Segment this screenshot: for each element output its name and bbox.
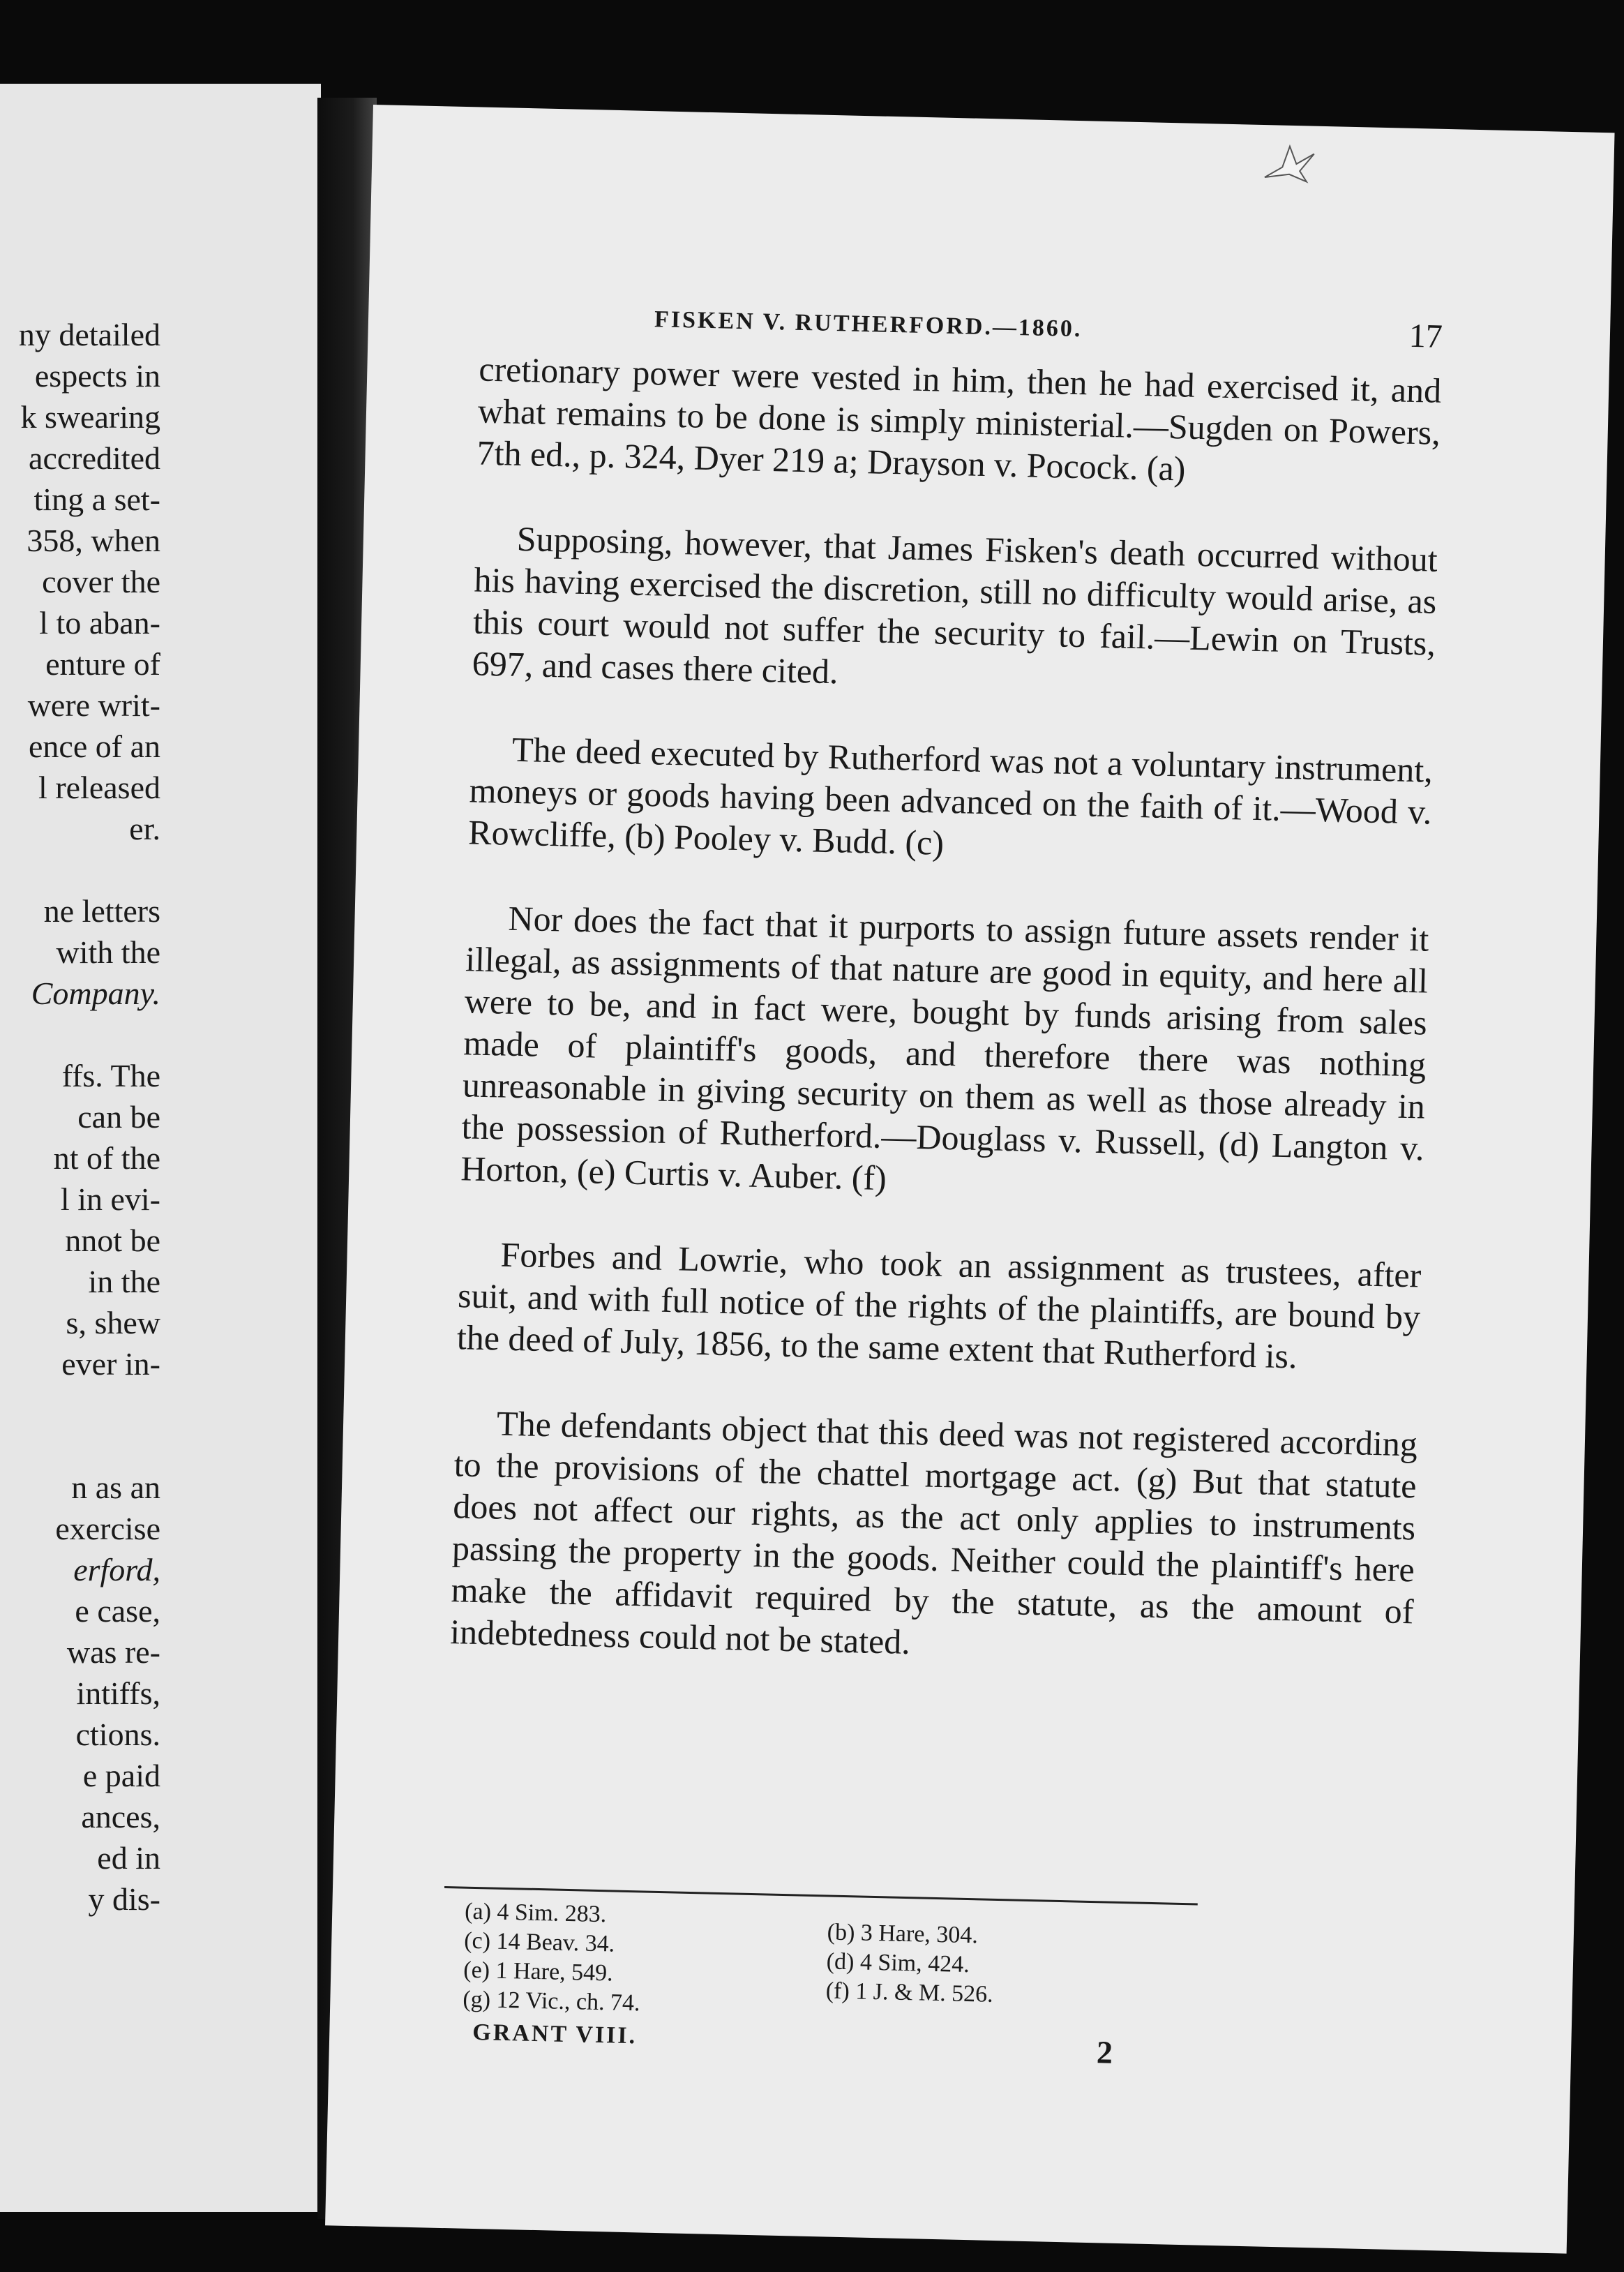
left-page-line: y dis- <box>88 1881 160 1917</box>
left-page-line: with the <box>56 934 160 970</box>
left-page-line: in the <box>88 1264 160 1299</box>
left-page-line: e paid <box>82 1758 160 1793</box>
left-page-line: ting a set- <box>33 481 160 517</box>
footnote-b: (b) 3 Hare, 304. <box>827 1919 979 1949</box>
footnote-g: (g) 12 Vic., ch. 74. <box>463 1986 640 2017</box>
left-page-line: e case, <box>75 1593 160 1629</box>
left-page-line: exercise <box>55 1511 160 1546</box>
paragraph-3: The deed executed by Rutherford was not a voluntary instrument, moneys or goods having been advanced on the faith of it.—Wood v. Rowcliffe, (b) Pooley v. Budd. (c) <box>467 729 1434 862</box>
left-page-line: ny detailed <box>18 317 160 352</box>
paragraph-1: cretionary power were vested in him, then he had exercised it, and what remains to be done is simply ministerial.—Sugden on Powers, 7th ed., p. 324, Dyer 219 a; Drayson v. Pocock. (a) <box>476 349 1442 488</box>
left-page-line: ances, <box>81 1799 160 1834</box>
left-page-line: s, shew <box>66 1305 160 1340</box>
paragraph-4: Nor does the fact that it purports to assign future assets render it illegal, as assignments of that nature are good in equity, and here all were to be, and in fact were, bought by funds arising from sales made of plaintiff's goods, and therefore there was nothing unreasonable in giving security on them as well as those already in the possession of Rutherford.—Douglass v. Russell, (d) Langton v. Horton, (e) Curtis v. Auber. (f) <box>460 898 1429 1198</box>
left-page-line <box>0 1014 321 1055</box>
paragraph-2: Supposing, however, that James Fisken's death occurred without his having exercised the discretion, still no difficulty would arise, as this court would not suffer the security to fail.—Lewin on Trusts, 697, and cases there cited. <box>472 518 1438 692</box>
left-page-line: ed in <box>97 1840 160 1876</box>
left-page-line: l to aban- <box>39 605 160 641</box>
left-page-line: ctions. <box>75 1717 160 1752</box>
left-page-line: k swearing <box>20 399 160 435</box>
body-text <box>449 348 1441 1718</box>
footnote-f: (f) 1 J. & M. 526. <box>825 1978 994 2008</box>
left-page-line: ence of an <box>29 728 160 764</box>
left-page-line: accredited <box>29 440 160 476</box>
left-page-line: l released <box>38 770 160 805</box>
left-page-line: ne letters <box>43 893 160 929</box>
left-page-line: ffs. The <box>61 1058 160 1093</box>
paragraph-5: Forbes and Lowrie, who took an assignment as trustees, after suit, and with full notice of the rights of the plaintiffs, are bound by the deed of July, 1856, to the same extent that Rutherford is. <box>456 1234 1422 1376</box>
footnote-a: (a) 4 Sim. 283. <box>464 1898 607 1928</box>
left-page-line: Company. <box>31 976 160 1011</box>
left-page-line: n as an <box>71 1470 160 1505</box>
left-page-line: nt of the <box>53 1140 160 1176</box>
left-page-line: were writ- <box>27 687 160 723</box>
left-page-line: espects in <box>34 358 160 394</box>
footnotes-right-column <box>825 1918 1176 2013</box>
page-number: 17 <box>1408 317 1443 355</box>
left-page-line: intiffs, <box>76 1675 160 1711</box>
left-page-line: cover the <box>42 564 160 599</box>
left-page-line: erford, <box>73 1552 160 1587</box>
running-head: FISKEN V. RUTHERFORD.—1860. <box>654 306 1083 343</box>
left-page-line: l in evi- <box>60 1181 160 1217</box>
paragraph-6: The defendants object that this deed was not registered according to the provisions of the chattel mortgage act. (g) But that statute does not affect our rights, as the act only applies to instruments passing the property in the goods. Neither could the plaintiff's here make the affidavit required by the statute, as the amount of indebtedness could not be stated. <box>449 1403 1418 1662</box>
left-facing-page <box>0 84 321 2212</box>
paper-speck <box>1258 139 1322 189</box>
left-page-line <box>0 1426 321 1467</box>
footnotes-left-column <box>463 1897 814 2022</box>
left-page-line: 358, when <box>27 523 160 558</box>
signature-number: 2 <box>1096 2034 1113 2070</box>
left-page-text <box>0 314 321 1920</box>
left-page-line: ever in- <box>61 1346 160 1382</box>
left-page-line: can be <box>77 1099 160 1135</box>
footnote-d: (d) 4 Sim, 424. <box>826 1948 970 1978</box>
left-page-line: enture of <box>45 646 160 682</box>
footnote-c: (c) 14 Beav. 34. <box>463 1927 615 1957</box>
left-page-line <box>0 1384 321 1426</box>
footnote-e: (e) 1 Hare, 549. <box>463 1957 614 1987</box>
left-page-line <box>0 849 321 890</box>
main-page <box>325 105 1615 2254</box>
left-page-line: was re- <box>66 1634 160 1670</box>
signature-mark: GRANT VIII. <box>472 2019 638 2049</box>
left-page-line: er. <box>129 811 160 846</box>
left-page-line: nnot be <box>65 1223 160 1258</box>
